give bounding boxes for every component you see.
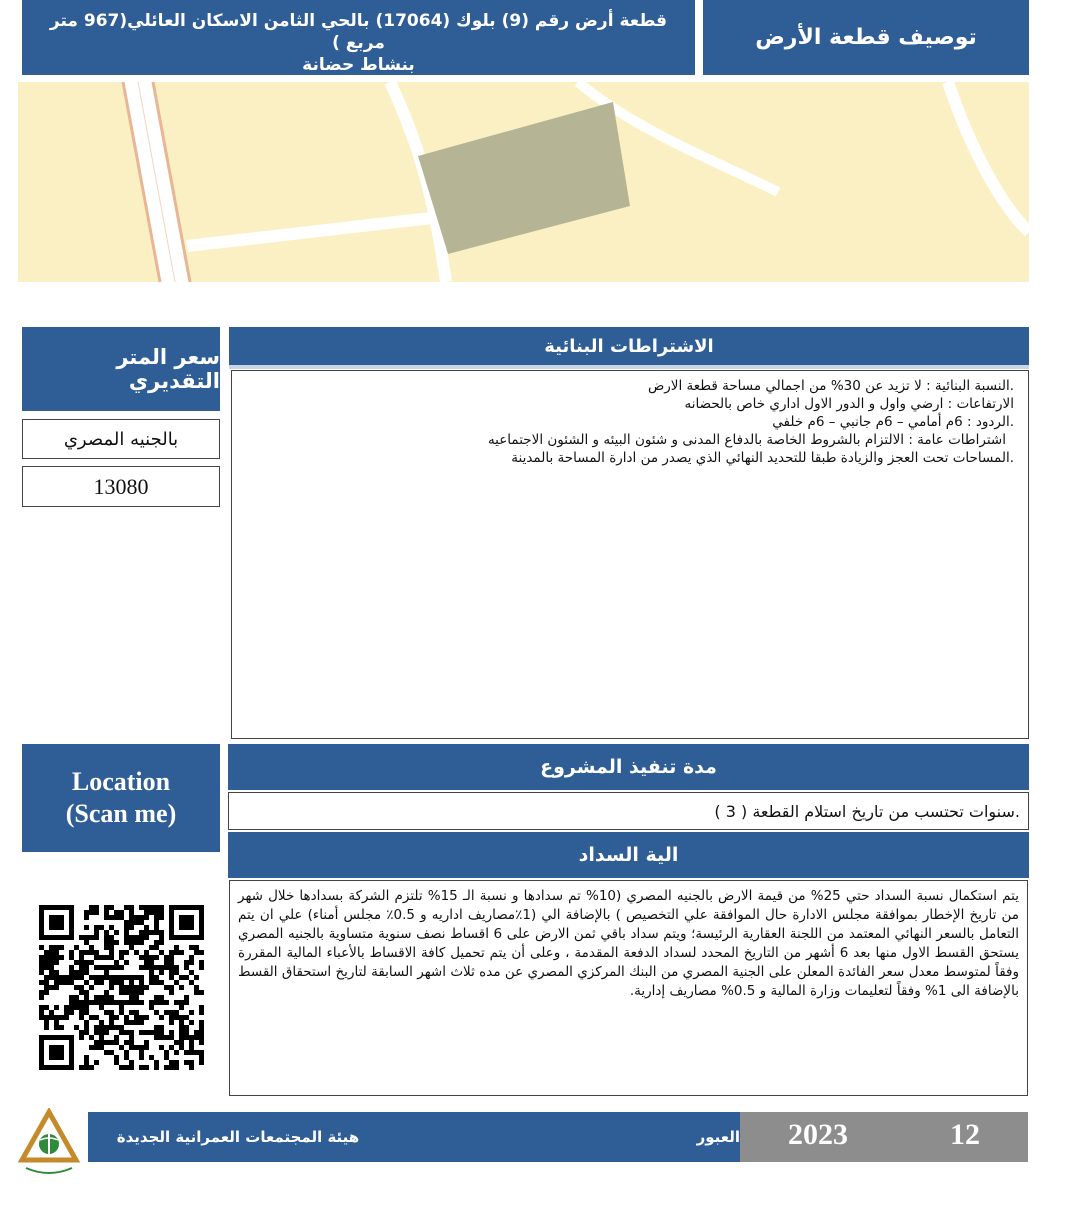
footer-numbers: [740, 1112, 1028, 1162]
location-qr-code[interactable]: [37, 903, 207, 1075]
location-title-line2: (Scan me): [65, 799, 177, 828]
condition-line: .الردود : 6م أمامي – 6م جانبي – 6م خلفي: [772, 414, 1014, 430]
site-map-drawing: [18, 82, 1029, 282]
location-title: [22, 744, 220, 852]
footer-year: 2023: [788, 1118, 848, 1151]
condition-line: اشتراطات عامة : الالتزام بالشروط الخاصة بالدفاع المدنى و شئون البيئه و الشئون الاجتماعيه: [487, 432, 1006, 448]
price-currency: بالجنيه المصري: [22, 419, 220, 459]
payment-title: الية السداد: [228, 832, 1029, 878]
plot-description-line2: بنشاط حضانة: [302, 55, 415, 75]
duration-text: .سنوات تحتسب من تاريخ استلام القطعة ( 3 ): [228, 792, 1029, 830]
qr-code-graphic: [37, 903, 207, 1075]
condition-line: الارتفاعات : ارضي واول و الدور الاول اداري خاص بالحضانه: [684, 396, 1014, 412]
footer-organization: هيئة المجتمعات العمرانية الجديدة: [88, 1112, 388, 1162]
authority-logo: [18, 1108, 80, 1180]
conditions-body: [231, 370, 1029, 739]
payment-text: يتم استكمال نسبة السداد حتي 25% من قيمة الارض بالجنيه المصري (10% تم سدادها و نسبة الـ 15% تلتزم الشركة بسدادها خلال شهر من تاريخ الإخطار بموافقة مجلس الادارة حال الموافقة علي التخصيص ) بالإضافة الي (1٪مصاريف اداريه و 0.5٪ مجلس أمناء) علي ان يتم التعامل بالسعر النهائي المعتمد من اللجنة العقارية الرئيسة؛ ويتم سداد باقي ثمن الارض على 6 اقساط نصف سنوية متساوية بالجنيه المصري يستحق القسط الاول منها بعد 6 أشهر من التاريخ المحدد لسداد الدفعة المقدمة ، وعلى أن يتم تحميل كافة الاقساط بالأعباء المالية المقررة وفقاً لمتوسط معدل سعر الفائدة المعلن على الجنية المصري من البنك المركزي المصري عن مده ثلاث اشهر السابقة لتاريخ استحقاق القسط بالإضافة الى 1% وفقاً لتعليمات وزارة المالية و 0.5% مصاريف إدارية.: [229, 880, 1028, 1096]
duration-title: مدة تنفيذ المشروع: [228, 744, 1029, 790]
condition-line: .النسبة البنائية : لا تزيد عن 30% من اجمالي مساحة قطعة الارض: [647, 378, 1014, 394]
condition-line: .المساحات تحت العجز والزيادة طبقا للتحديد النهائي الذي يصدر من ادارة المساحة بالمدينة: [511, 450, 1014, 466]
price-value: 13080: [22, 466, 220, 507]
location-title-line1: Location: [71, 767, 171, 796]
plot-description: [22, 0, 695, 75]
page-title: توصيف قطعة الأرض: [703, 0, 1029, 75]
price-title: سعر المتر التقديري: [22, 327, 220, 411]
authority-logo-icon: [18, 1108, 80, 1180]
conditions-title: الاشتراطات البنائية: [229, 327, 1029, 369]
footer-page-number: 12: [950, 1118, 980, 1151]
plot-description-line1: قطعة أرض رقم (9) بلوك (17064) بالحي الثامن الاسكان العائلي(967 متر مربع ): [49, 11, 668, 53]
footer-city: العبور: [388, 1112, 740, 1162]
site-map[interactable]: [18, 82, 1029, 282]
